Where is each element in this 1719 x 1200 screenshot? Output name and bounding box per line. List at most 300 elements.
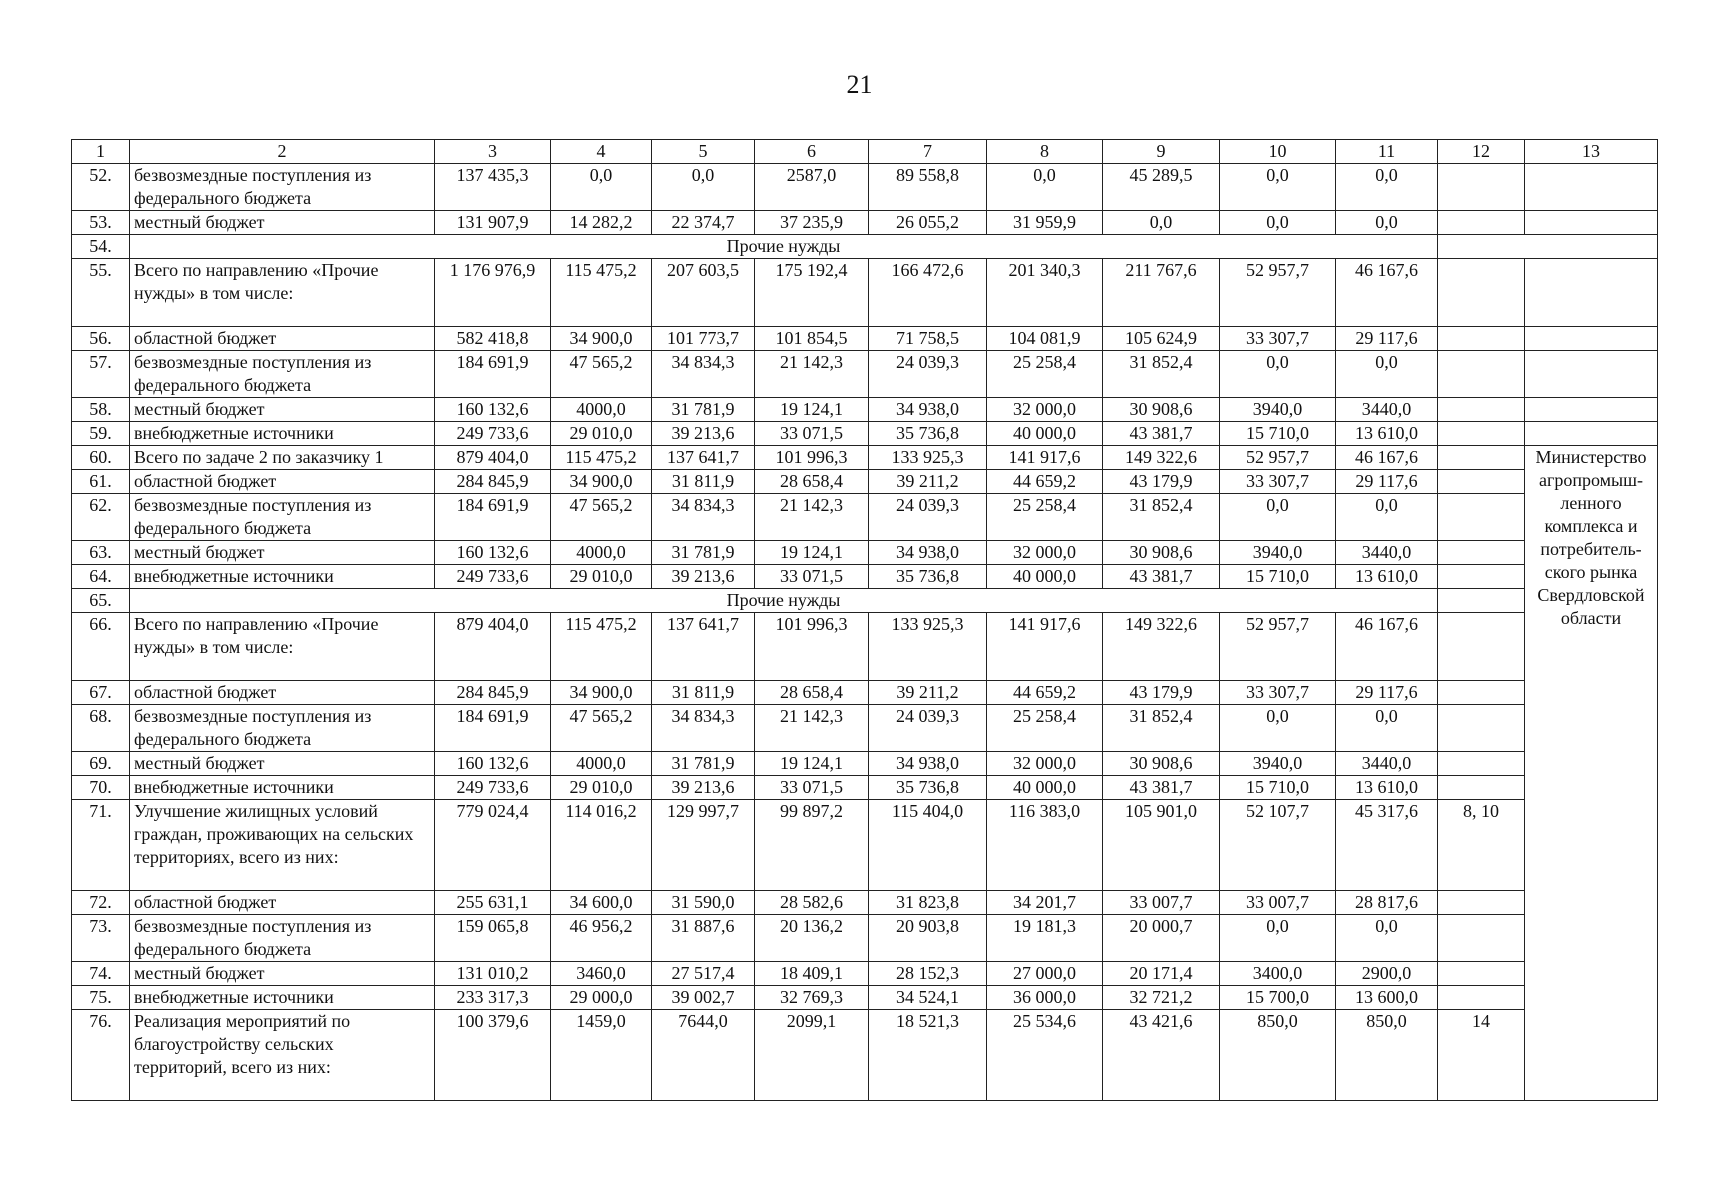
value-cell: 32 000,0 (987, 541, 1103, 565)
value-cell: 32 000,0 (987, 752, 1103, 776)
value-cell: 18 521,3 (869, 1010, 987, 1101)
value-cell: 582 418,8 (435, 327, 551, 351)
value-cell: 32 769,3 (755, 986, 869, 1010)
table-row (72, 962, 1658, 986)
value-cell: 29 010,0 (551, 776, 652, 800)
value-cell: 47 565,2 (551, 494, 652, 541)
value-cell: 43 179,9 (1103, 470, 1220, 494)
value-cell: 31 852,4 (1103, 494, 1220, 541)
value-cell: 25 258,4 (987, 705, 1103, 752)
value-cell: 29 000,0 (551, 986, 652, 1010)
value-cell: 4000,0 (551, 752, 652, 776)
row-description: Всего по направлению «Прочие нужды» в том числе: (130, 613, 435, 681)
header-cell: 3 (435, 140, 551, 164)
value-cell: 22 374,7 (652, 211, 755, 235)
value-cell: 105 624,9 (1103, 327, 1220, 351)
row-description: местный бюджет (130, 752, 435, 776)
value-cell: 105 901,0 (1103, 800, 1220, 891)
reference-cell (1438, 613, 1525, 681)
value-cell: 39 002,7 (652, 986, 755, 1010)
value-cell: 114 016,2 (551, 800, 652, 891)
row-description: безвозмездные поступления из федерального бюджета (130, 164, 435, 211)
value-cell: 32 721,2 (1103, 986, 1220, 1010)
value-cell: 33 071,5 (755, 776, 869, 800)
header-cell: 12 (1438, 140, 1525, 164)
row-number: 56. (72, 327, 130, 351)
row-description: внебюджетные источники (130, 776, 435, 800)
value-cell: 100 379,6 (435, 1010, 551, 1101)
value-cell: 3440,0 (1336, 752, 1438, 776)
value-cell: 850,0 (1336, 1010, 1438, 1101)
value-cell: 31 590,0 (652, 891, 755, 915)
value-cell: 116 383,0 (987, 800, 1103, 891)
reference-cell (1438, 565, 1525, 589)
value-cell: 101 773,7 (652, 327, 755, 351)
value-cell: 184 691,9 (435, 705, 551, 752)
value-cell: 45 289,5 (1103, 164, 1220, 211)
reference-cell (1438, 752, 1525, 776)
header-cell: 1 (72, 140, 130, 164)
value-cell: 28 817,6 (1336, 891, 1438, 915)
value-cell: 34 938,0 (869, 398, 987, 422)
row-number: 61. (72, 470, 130, 494)
row-number: 73. (72, 915, 130, 962)
value-cell: 233 317,3 (435, 986, 551, 1010)
header-cell: 13 (1525, 140, 1658, 164)
value-cell: 115 475,2 (551, 446, 652, 470)
value-cell: 3940,0 (1220, 752, 1336, 776)
header-cell: 7 (869, 140, 987, 164)
value-cell: 30 908,6 (1103, 541, 1220, 565)
value-cell: 159 065,8 (435, 915, 551, 962)
value-cell: 115 475,2 (551, 259, 652, 327)
table-row (72, 915, 1658, 962)
row-number: 63. (72, 541, 130, 565)
value-cell: 0,0 (1220, 494, 1336, 541)
reference-cell (1438, 351, 1525, 398)
section-title: Прочие нужды (130, 589, 1438, 613)
value-cell: 35 736,8 (869, 422, 987, 446)
value-cell: 33 307,7 (1220, 681, 1336, 705)
value-cell: 25 258,4 (987, 351, 1103, 398)
value-cell: 29 117,6 (1336, 681, 1438, 705)
value-cell: 0,0 (1220, 705, 1336, 752)
value-cell: 3440,0 (1336, 398, 1438, 422)
value-cell: 31 887,6 (652, 915, 755, 962)
table-row (72, 259, 1658, 327)
value-cell: 40 000,0 (987, 776, 1103, 800)
row-number: 58. (72, 398, 130, 422)
value-cell: 249 733,6 (435, 565, 551, 589)
row-number: 54. (72, 235, 130, 259)
reference-cell (1438, 915, 1525, 962)
reference-cell (1438, 776, 1525, 800)
value-cell: 43 179,9 (1103, 681, 1220, 705)
value-cell: 101 996,3 (755, 613, 869, 681)
row-description: местный бюджет (130, 211, 435, 235)
value-cell: 46 167,6 (1336, 446, 1438, 470)
row-description: областной бюджет (130, 327, 435, 351)
value-cell: 28 582,6 (755, 891, 869, 915)
reference-cell (1438, 164, 1525, 211)
value-cell: 31 852,4 (1103, 351, 1220, 398)
value-cell: 4000,0 (551, 398, 652, 422)
value-cell: 34 900,0 (551, 681, 652, 705)
value-cell: 3440,0 (1336, 541, 1438, 565)
value-cell: 20 000,7 (1103, 915, 1220, 962)
value-cell: 3400,0 (1220, 962, 1336, 986)
value-cell: 1 176 976,9 (435, 259, 551, 327)
value-cell: 52 107,7 (1220, 800, 1336, 891)
value-cell: 3940,0 (1220, 398, 1336, 422)
value-cell: 133 925,3 (869, 613, 987, 681)
value-cell: 99 897,2 (755, 800, 869, 891)
value-cell: 160 132,6 (435, 541, 551, 565)
value-cell: 133 925,3 (869, 446, 987, 470)
section-row (72, 235, 1658, 259)
value-cell: 1459,0 (551, 1010, 652, 1101)
row-number: 69. (72, 752, 130, 776)
row-description: областной бюджет (130, 891, 435, 915)
value-cell: 31 852,4 (1103, 705, 1220, 752)
value-cell: 24 039,3 (869, 494, 987, 541)
row-description: внебюджетные источники (130, 565, 435, 589)
value-cell: 0,0 (1336, 705, 1438, 752)
table-row (72, 494, 1658, 541)
table-row (72, 681, 1658, 705)
value-cell: 160 132,6 (435, 398, 551, 422)
value-cell: 34 900,0 (551, 470, 652, 494)
value-cell: 20 171,4 (1103, 962, 1220, 986)
value-cell: 207 603,5 (652, 259, 755, 327)
value-cell: 4000,0 (551, 541, 652, 565)
header-cell: 4 (551, 140, 652, 164)
row-description: безвозмездные поступления из федерального бюджета (130, 351, 435, 398)
value-cell: 0,0 (1336, 494, 1438, 541)
empty-cell (1438, 235, 1658, 259)
value-cell: 44 659,2 (987, 470, 1103, 494)
value-cell: 52 957,7 (1220, 613, 1336, 681)
value-cell: 36 000,0 (987, 986, 1103, 1010)
value-cell: 13 610,0 (1336, 422, 1438, 446)
value-cell: 3460,0 (551, 962, 652, 986)
value-cell: 33 307,7 (1220, 470, 1336, 494)
budget-table (71, 139, 1658, 1101)
value-cell: 15 710,0 (1220, 776, 1336, 800)
value-cell: 45 317,6 (1336, 800, 1438, 891)
value-cell: 29 117,6 (1336, 470, 1438, 494)
reference-cell (1438, 422, 1525, 446)
value-cell: 21 142,3 (755, 705, 869, 752)
value-cell: 34 201,7 (987, 891, 1103, 915)
table-row (72, 422, 1658, 446)
header-cell: 10 (1220, 140, 1336, 164)
value-cell: 0,0 (987, 164, 1103, 211)
value-cell: 15 710,0 (1220, 422, 1336, 446)
value-cell: 34 938,0 (869, 541, 987, 565)
row-description: внебюджетные источники (130, 422, 435, 446)
value-cell: 0,0 (1220, 164, 1336, 211)
reference-cell (1438, 705, 1525, 752)
value-cell: 52 957,7 (1220, 446, 1336, 470)
value-cell: 184 691,9 (435, 351, 551, 398)
value-cell: 46 167,6 (1336, 259, 1438, 327)
header-row (72, 140, 1658, 164)
value-cell: 131 010,2 (435, 962, 551, 986)
header-cell: 11 (1336, 140, 1438, 164)
value-cell: 43 381,7 (1103, 776, 1220, 800)
value-cell: 31 811,9 (652, 470, 755, 494)
value-cell: 141 917,6 (987, 613, 1103, 681)
value-cell: 24 039,3 (869, 705, 987, 752)
value-cell: 28 658,4 (755, 681, 869, 705)
reference-cell (1438, 962, 1525, 986)
value-cell: 879 404,0 (435, 613, 551, 681)
table-row (72, 891, 1658, 915)
value-cell: 149 322,6 (1103, 613, 1220, 681)
reference-cell (1438, 891, 1525, 915)
value-cell: 35 736,8 (869, 565, 987, 589)
value-cell: 184 691,9 (435, 494, 551, 541)
value-cell: 33 007,7 (1220, 891, 1336, 915)
value-cell: 0,0 (1336, 915, 1438, 962)
value-cell: 44 659,2 (987, 681, 1103, 705)
reference-cell (1438, 327, 1525, 351)
section-title: Прочие нужды (130, 235, 1438, 259)
header-cell: 2 (130, 140, 435, 164)
table-row (72, 398, 1658, 422)
value-cell: 104 081,9 (987, 327, 1103, 351)
row-description: безвозмездные поступления из федерального бюджета (130, 705, 435, 752)
value-cell: 141 917,6 (987, 446, 1103, 470)
value-cell: 19 181,3 (987, 915, 1103, 962)
row-number: 57. (72, 351, 130, 398)
value-cell: 115 404,0 (869, 800, 987, 891)
value-cell: 0,0 (1336, 211, 1438, 235)
row-number: 62. (72, 494, 130, 541)
value-cell: 27 517,4 (652, 962, 755, 986)
value-cell: 19 124,1 (755, 752, 869, 776)
header-cell: 9 (1103, 140, 1220, 164)
value-cell: 2900,0 (1336, 962, 1438, 986)
value-cell: 2587,0 (755, 164, 869, 211)
value-cell: 37 235,9 (755, 211, 869, 235)
value-cell: 31 781,9 (652, 752, 755, 776)
value-cell: 71 758,5 (869, 327, 987, 351)
row-number: 72. (72, 891, 130, 915)
value-cell: 160 132,6 (435, 752, 551, 776)
row-description: Реализация мероприятий по благоустройству сельских территорий, всего из них: (130, 1010, 435, 1101)
table-row (72, 800, 1658, 891)
value-cell: 13 610,0 (1336, 776, 1438, 800)
value-cell: 43 421,6 (1103, 1010, 1220, 1101)
row-description: областной бюджет (130, 681, 435, 705)
value-cell: 47 565,2 (551, 705, 652, 752)
value-cell: 211 767,6 (1103, 259, 1220, 327)
table-row (72, 327, 1658, 351)
row-number: 74. (72, 962, 130, 986)
reference-cell (1438, 259, 1525, 327)
owner-empty-cell (1525, 211, 1658, 235)
header-cell: 6 (755, 140, 869, 164)
value-cell: 0,0 (1220, 211, 1336, 235)
value-cell: 32 000,0 (987, 398, 1103, 422)
value-cell: 29 010,0 (551, 565, 652, 589)
value-cell: 35 736,8 (869, 776, 987, 800)
value-cell: 137 641,7 (652, 446, 755, 470)
row-description: безвозмездные поступления из федерального бюджета (130, 494, 435, 541)
value-cell: 249 733,6 (435, 422, 551, 446)
value-cell: 201 340,3 (987, 259, 1103, 327)
row-description: областной бюджет (130, 470, 435, 494)
value-cell: 19 124,1 (755, 398, 869, 422)
row-number: 52. (72, 164, 130, 211)
row-number: 70. (72, 776, 130, 800)
value-cell: 40 000,0 (987, 565, 1103, 589)
value-cell: 879 404,0 (435, 446, 551, 470)
owner-empty-cell (1525, 164, 1658, 211)
value-cell: 779 024,4 (435, 800, 551, 891)
row-number: 60. (72, 446, 130, 470)
value-cell: 39 213,6 (652, 565, 755, 589)
value-cell: 24 039,3 (869, 351, 987, 398)
row-description: Всего по направлению «Прочие нужды» в том числе: (130, 259, 435, 327)
value-cell: 249 733,6 (435, 776, 551, 800)
owner-empty-cell (1525, 327, 1658, 351)
row-description: местный бюджет (130, 962, 435, 986)
table-row (72, 613, 1658, 681)
value-cell: 29 010,0 (551, 422, 652, 446)
row-number: 75. (72, 986, 130, 1010)
reference-cell (1438, 398, 1525, 422)
value-cell: 46 956,2 (551, 915, 652, 962)
value-cell: 46 167,6 (1336, 613, 1438, 681)
value-cell: 34 938,0 (869, 752, 987, 776)
value-cell: 28 658,4 (755, 470, 869, 494)
owner-empty-cell (1525, 259, 1658, 327)
value-cell: 101 854,5 (755, 327, 869, 351)
table-row (72, 986, 1658, 1010)
value-cell: 21 142,3 (755, 351, 869, 398)
value-cell: 26 055,2 (869, 211, 987, 235)
value-cell: 284 845,9 (435, 470, 551, 494)
table-row (72, 752, 1658, 776)
value-cell: 115 475,2 (551, 613, 652, 681)
value-cell: 15 700,0 (1220, 986, 1336, 1010)
table-row (72, 164, 1658, 211)
owner-cell: Министерство агропромыш-ленного комплекса и потребитель-ского рынка Свердловской области (1525, 446, 1658, 1101)
value-cell: 15 710,0 (1220, 565, 1336, 589)
row-description: Всего по задаче 2 по заказчику 1 (130, 446, 435, 470)
row-number: 76. (72, 1010, 130, 1101)
value-cell: 25 534,6 (987, 1010, 1103, 1101)
reference-cell (1438, 986, 1525, 1010)
value-cell: 34 900,0 (551, 327, 652, 351)
reference-cell (1438, 446, 1525, 470)
value-cell: 18 409,1 (755, 962, 869, 986)
value-cell: 29 117,6 (1336, 327, 1438, 351)
value-cell: 33 071,5 (755, 422, 869, 446)
value-cell: 137 435,3 (435, 164, 551, 211)
value-cell: 25 258,4 (987, 494, 1103, 541)
owner-empty-cell (1525, 422, 1658, 446)
table-row (72, 351, 1658, 398)
value-cell: 34 524,1 (869, 986, 987, 1010)
value-cell: 52 957,7 (1220, 259, 1336, 327)
value-cell: 27 000,0 (987, 962, 1103, 986)
row-number: 64. (72, 565, 130, 589)
table-row (72, 705, 1658, 752)
value-cell: 2099,1 (755, 1010, 869, 1101)
table-row (72, 1010, 1658, 1101)
table-row (72, 565, 1658, 589)
table-body (72, 140, 1658, 1101)
value-cell: 0,0 (1103, 211, 1220, 235)
table-row (72, 470, 1658, 494)
value-cell: 33 007,7 (1103, 891, 1220, 915)
row-description: местный бюджет (130, 541, 435, 565)
page-number: 21 (846, 70, 873, 99)
value-cell: 31 781,9 (652, 398, 755, 422)
value-cell: 0,0 (652, 164, 755, 211)
value-cell: 14 282,2 (551, 211, 652, 235)
value-cell: 31 823,8 (869, 891, 987, 915)
value-cell: 34 834,3 (652, 705, 755, 752)
value-cell: 39 211,2 (869, 681, 987, 705)
value-cell: 0,0 (1220, 915, 1336, 962)
owner-empty-cell (1525, 351, 1658, 398)
value-cell: 101 996,3 (755, 446, 869, 470)
table-row (72, 776, 1658, 800)
row-description: внебюджетные источники (130, 986, 435, 1010)
row-number: 55. (72, 259, 130, 327)
reference-cell (1438, 494, 1525, 541)
table-row (72, 541, 1658, 565)
value-cell: 129 997,7 (652, 800, 755, 891)
value-cell: 0,0 (1336, 351, 1438, 398)
value-cell: 31 811,9 (652, 681, 755, 705)
row-number: 53. (72, 211, 130, 235)
row-number: 65. (72, 589, 130, 613)
value-cell: 30 908,6 (1103, 398, 1220, 422)
value-cell: 7644,0 (652, 1010, 755, 1101)
value-cell: 39 213,6 (652, 422, 755, 446)
value-cell: 33 071,5 (755, 565, 869, 589)
reference-cell (1438, 470, 1525, 494)
reference-cell: 8, 10 (1438, 800, 1525, 891)
value-cell: 40 000,0 (987, 422, 1103, 446)
header-cell: 8 (987, 140, 1103, 164)
row-number: 68. (72, 705, 130, 752)
table-row (72, 211, 1658, 235)
value-cell: 89 558,8 (869, 164, 987, 211)
reference-cell (1438, 541, 1525, 565)
reference-cell (1438, 681, 1525, 705)
row-description: местный бюджет (130, 398, 435, 422)
value-cell: 175 192,4 (755, 259, 869, 327)
row-description: Улучшение жилищных условий граждан, проживающих на сельских территориях, всего из них: (130, 800, 435, 891)
table-row (72, 446, 1658, 470)
value-cell: 20 136,2 (755, 915, 869, 962)
value-cell: 255 631,1 (435, 891, 551, 915)
value-cell: 33 307,7 (1220, 327, 1336, 351)
value-cell: 19 124,1 (755, 541, 869, 565)
row-number: 67. (72, 681, 130, 705)
value-cell: 13 600,0 (1336, 986, 1438, 1010)
section-row (72, 589, 1658, 613)
value-cell: 20 903,8 (869, 915, 987, 962)
value-cell: 0,0 (1220, 351, 1336, 398)
